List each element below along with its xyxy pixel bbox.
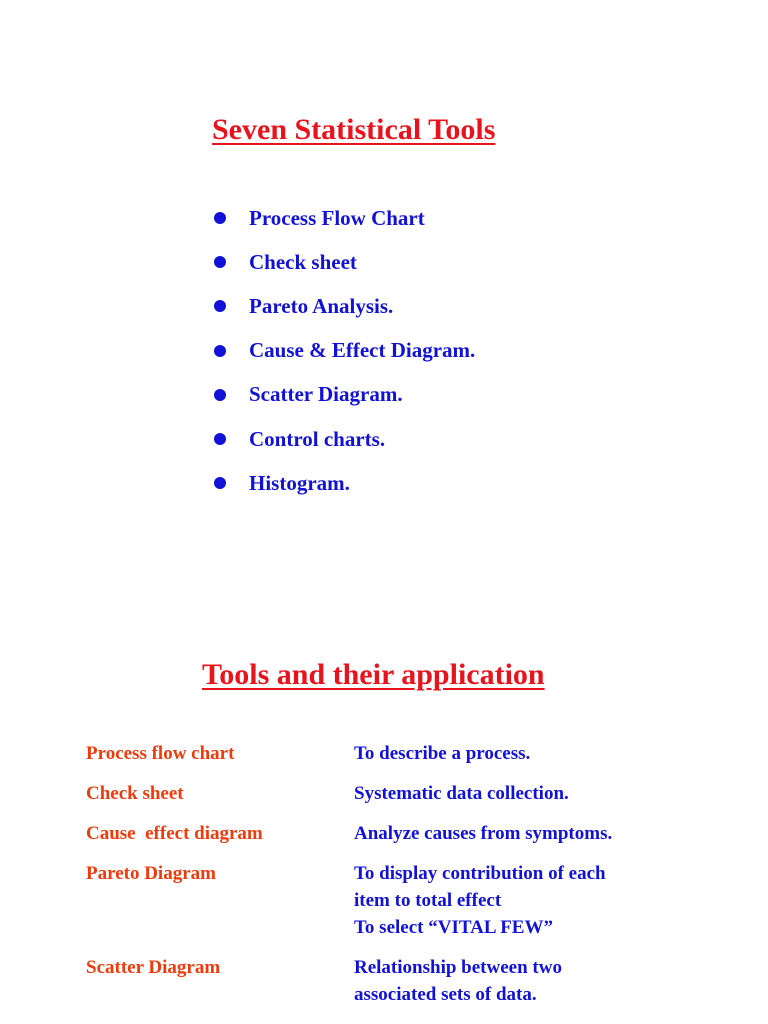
list-item — [214, 329, 475, 373]
list-item-label: Scatter Diagram. — [249, 382, 403, 407]
tool-name: Cause effect diagram — [86, 823, 263, 844]
bullet-dot-icon — [214, 345, 226, 357]
list-item — [214, 196, 475, 240]
description-line: item to total effect — [354, 890, 502, 911]
list-item — [214, 373, 475, 417]
list-item — [214, 461, 475, 505]
description-line: Systematic data collection. — [354, 783, 569, 804]
list-item — [214, 240, 475, 284]
tool-name: Pareto Diagram — [86, 863, 216, 884]
table-row — [86, 740, 706, 767]
list-item-label: Check sheet — [249, 249, 357, 274]
statistical-tools-list — [214, 196, 475, 505]
description-line: Analyze causes from symptoms. — [354, 823, 613, 844]
tool-description — [354, 820, 706, 847]
list-item-label: Pareto Analysis. — [249, 293, 394, 318]
list-item-label: Histogram. — [249, 470, 350, 495]
list-item-label: Control charts. — [249, 426, 386, 451]
list-item — [214, 417, 475, 461]
description-line: To select “VITAL FEW” — [354, 917, 553, 938]
tools-application-table — [86, 740, 706, 1021]
description-line: associated sets of data. — [354, 984, 537, 1005]
list-item-label: Process Flow Chart — [249, 205, 425, 230]
bullet-dot-icon — [214, 389, 226, 401]
tool-name: Check sheet — [86, 783, 184, 804]
bullet-dot-icon — [214, 300, 226, 312]
bullet-dot-icon — [214, 256, 226, 268]
table-row — [86, 780, 706, 807]
section-title-tools-application: Tools and their application — [202, 658, 545, 691]
tool-name: Scatter Diagram — [86, 957, 221, 978]
section-title-statistical-tools: Seven Statistical Tools — [212, 113, 496, 146]
bullet-dot-icon — [214, 477, 226, 489]
description-line: To describe a process. — [354, 743, 531, 764]
bullet-dot-icon — [214, 433, 226, 445]
table-row — [86, 820, 706, 847]
tool-description — [354, 740, 706, 767]
description-line: Relationship between two — [354, 957, 562, 978]
tool-description — [354, 954, 706, 1008]
list-item — [214, 284, 475, 328]
tool-name: Process flow chart — [86, 743, 235, 764]
list-item-label: Cause & Effect Diagram. — [249, 338, 476, 363]
tool-description — [354, 780, 706, 807]
table-row — [86, 954, 706, 1008]
bullet-dot-icon — [214, 212, 226, 224]
tool-description — [354, 860, 706, 941]
description-line: To display contribution of each — [354, 863, 606, 884]
table-row — [86, 860, 706, 941]
